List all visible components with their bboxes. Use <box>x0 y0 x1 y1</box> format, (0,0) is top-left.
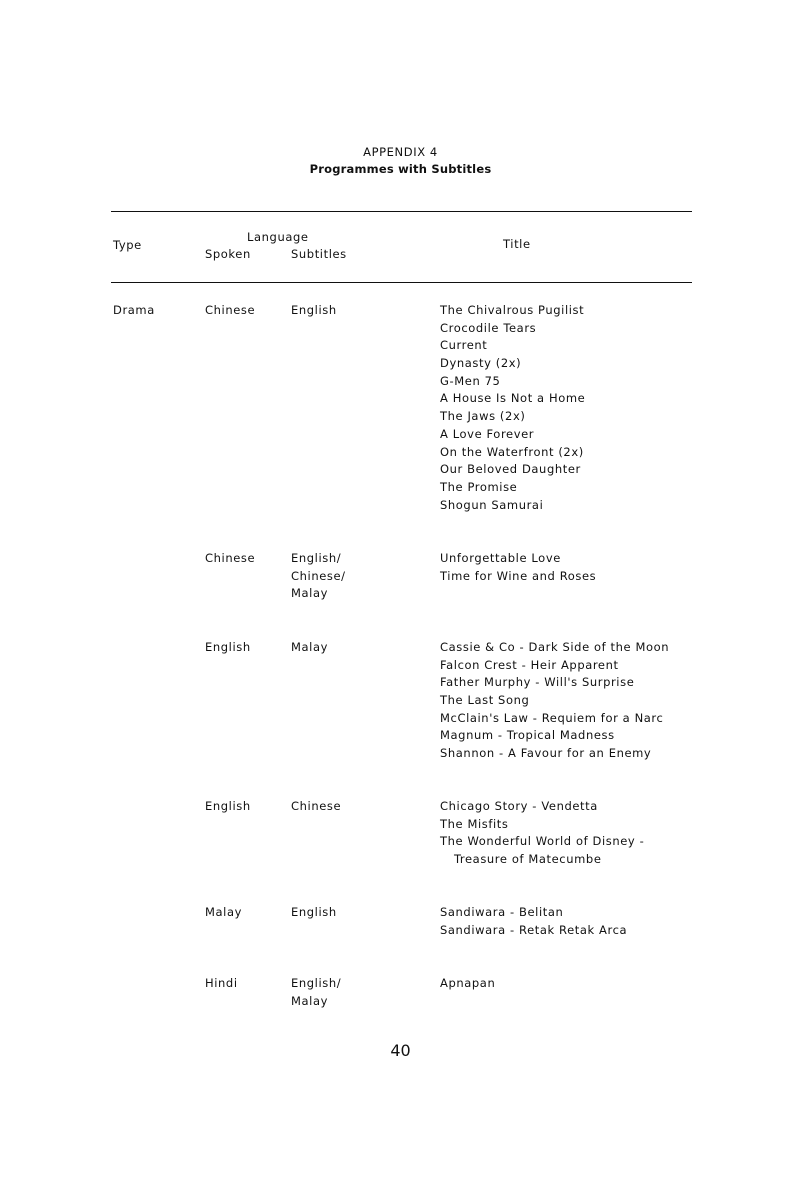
column-header-language: Language <box>247 230 309 244</box>
list-item: The Last Song <box>440 693 530 708</box>
subtitles-value: English <box>291 905 337 919</box>
spoken-value: Malay <box>205 905 243 919</box>
list-item: A Love Forever <box>440 426 535 441</box>
spoken-value: Chinese <box>205 303 256 317</box>
subtitles-cell <box>291 798 341 816</box>
list-item: Magnum - Tropical Madness <box>440 728 615 743</box>
list-item: The Jaws (2x) <box>440 409 526 424</box>
page-number: 40 <box>390 1041 411 1060</box>
spoken-cell <box>205 904 242 922</box>
spoken-cell <box>205 639 251 657</box>
titles-list <box>440 904 627 939</box>
spoken-cell <box>205 550 255 568</box>
titles-list <box>440 550 596 585</box>
spoken-cell <box>205 798 251 816</box>
table-top-rule <box>111 211 692 212</box>
list-item: Apnapan <box>440 976 496 990</box>
spoken-cell <box>205 302 255 320</box>
list-item: Dynasty (2x) <box>440 356 522 371</box>
page-title: Programmes with Subtitles <box>309 162 492 176</box>
spoken-value: Chinese <box>205 551 256 565</box>
list-item: Current <box>440 338 488 353</box>
spoken-value: Hindi <box>205 976 238 990</box>
subtitles-value: Chinese <box>291 799 342 813</box>
subtitles-value: English <box>291 303 337 317</box>
column-header-type: Type <box>113 238 142 252</box>
type-cell: Drama <box>113 303 155 317</box>
spoken-value: English <box>205 640 251 654</box>
list-item: On the Waterfront (2x) <box>440 444 584 459</box>
subtitles-value: English/ <box>291 976 342 990</box>
list-item: G-Men 75 <box>440 373 501 388</box>
list-item: McClain's Law - Requiem for a Narc <box>440 710 664 725</box>
subtitles-value: English/ <box>291 551 342 565</box>
titles-list <box>440 798 644 869</box>
list-item: The Chivalrous Pugilist <box>440 303 585 317</box>
subtitles-value: Malay <box>291 586 329 601</box>
list-item: Cassie & Co - Dark Side of the Moon <box>440 640 670 654</box>
subtitles-cell <box>291 975 341 1010</box>
list-item: Shogun Samurai <box>440 497 544 512</box>
list-item: Falcon Crest - Heir Apparent <box>440 657 619 672</box>
list-item: Treasure of Matecumbe <box>454 852 602 867</box>
subtitles-cell <box>291 904 337 922</box>
list-item: The Misfits <box>440 816 509 831</box>
list-item: Shannon - A Favour for an Enemy <box>440 746 652 761</box>
subtitles-cell <box>291 302 337 320</box>
list-item: Time for Wine and Roses <box>440 568 597 583</box>
subtitles-value: Malay <box>291 640 329 654</box>
list-item: Unforgettable Love <box>440 551 561 565</box>
list-item: Sandiwara - Retak Retak Arca <box>440 922 628 937</box>
subtitles-value: Chinese/ <box>291 568 346 583</box>
appendix-label: APPENDIX 4 <box>363 145 438 159</box>
list-item: The Promise <box>440 479 518 494</box>
subtitles-cell <box>291 550 346 603</box>
list-item: Crocodile Tears <box>440 320 537 335</box>
column-header-title: Title <box>503 237 531 251</box>
list-item: A House Is Not a Home <box>440 391 586 406</box>
list-item: The Wonderful World of Disney - <box>440 834 645 849</box>
subtitles-cell <box>291 639 328 657</box>
spoken-cell <box>205 975 238 993</box>
column-header-subtitles: Subtitles <box>291 247 347 261</box>
titles-list <box>440 302 585 514</box>
column-header-spoken: Spoken <box>205 247 251 261</box>
spoken-value: English <box>205 799 251 813</box>
titles-list <box>440 639 669 763</box>
list-item: Sandiwara - Belitan <box>440 905 564 919</box>
subtitles-value: Malay <box>291 993 329 1008</box>
list-item: Our Beloved Daughter <box>440 462 581 477</box>
list-item: Father Murphy - Will's Surprise <box>440 675 635 690</box>
titles-list <box>440 975 495 993</box>
table-header-rule <box>111 282 692 283</box>
list-item: Chicago Story - Vendetta <box>440 799 598 813</box>
table-row <box>113 302 155 320</box>
